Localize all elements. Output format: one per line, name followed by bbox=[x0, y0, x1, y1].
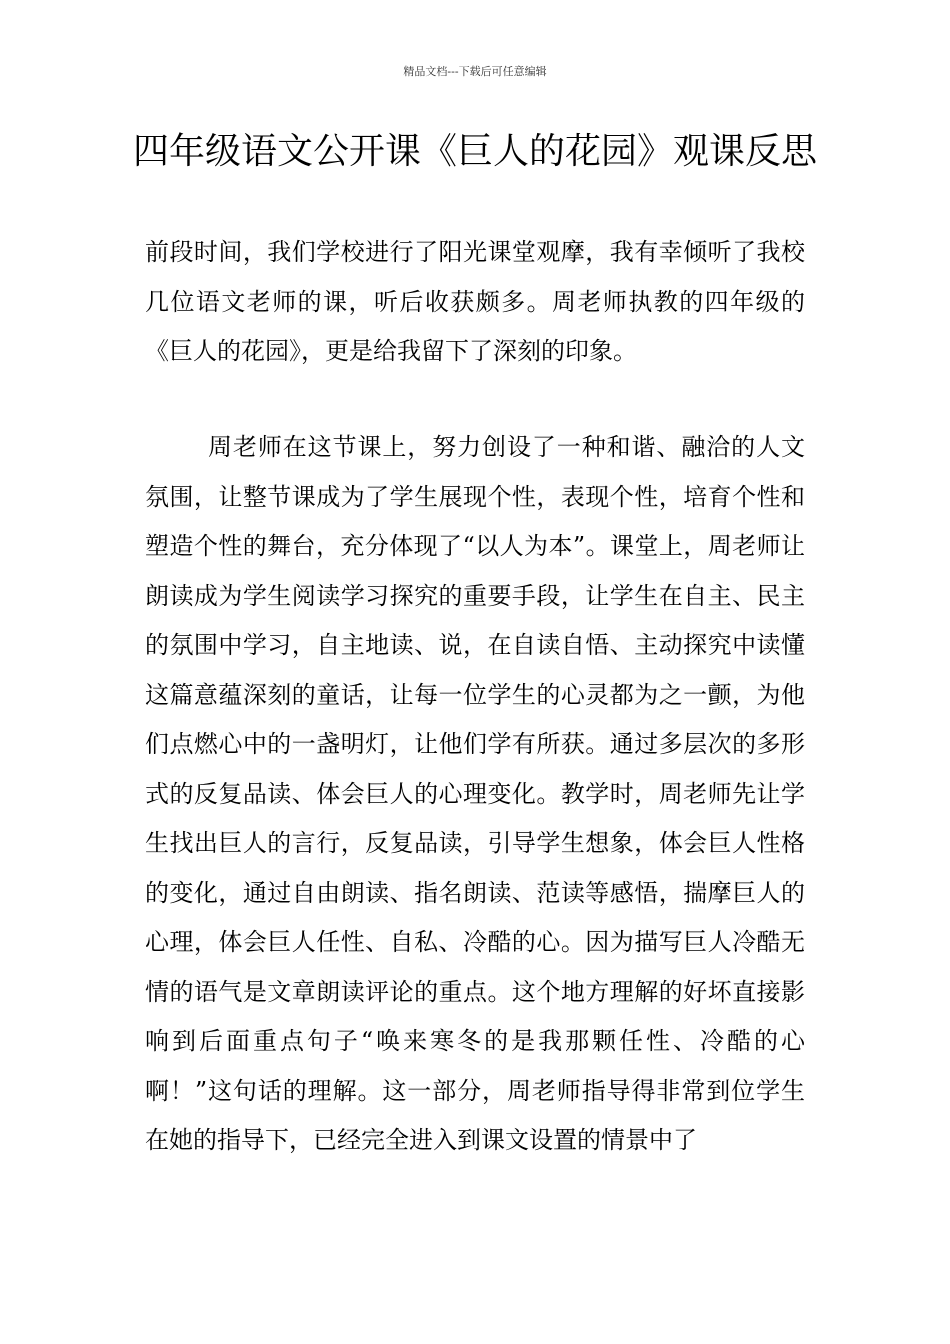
paragraph-intro: 前段时间，我们学校进行了阳光课堂观摩，我有幸倾听了我校几位语文老师的课，听后收获颇多。周老师执教的四年级的《巨人的花园》，更是给我留下了深刻的印象。 bbox=[145, 238, 805, 365]
document-title: 四年级语文公开课《巨人的花园》观课反思 bbox=[132, 131, 817, 172]
page-header-note: 精品文档---下载后可任意编辑 bbox=[403, 65, 547, 78]
paragraph-body: 周老师在这节课上，努力创设了一种和谐、融洽的人文氛围，让整节课成为了学生展现个性，表现个性，培育个性和塑造个性的舞台，充分体现了“以人为本”。课堂上，周老师让朗读成为学生阅读学习探究的重要手段，让学生在自主、民主的氛围中学习，自主地读、说，在自读自悟、主动探究中读懂这篇意蕴深刻的童话，让每一位学生的心灵都为之一颤，为他们点燃心中的一盏明灯，让他们学有所获。通过多层次的多形式的反复品读、体会巨人的心理变化。教学时，周老师先让学生找出巨人的言行，反复品读，引导学生想象，体会巨人性格的变化，通过自由朗读、指名朗读、范读等感悟，揣摩巨人的心理，体会巨人任性、自私、冷酷的心。因为描写巨人冷酷无情的语气是文章朗读评论的重点。这个地方理解的好坏直接影响到后面重点句子“唤来寒冬的是我那颗任性、冷酷的心啊！”这句话的理解。这一部分，周老师指导得非常到位学生在她的指导下，已经完全进入到课文设置的情景中了 bbox=[145, 433, 805, 1154]
